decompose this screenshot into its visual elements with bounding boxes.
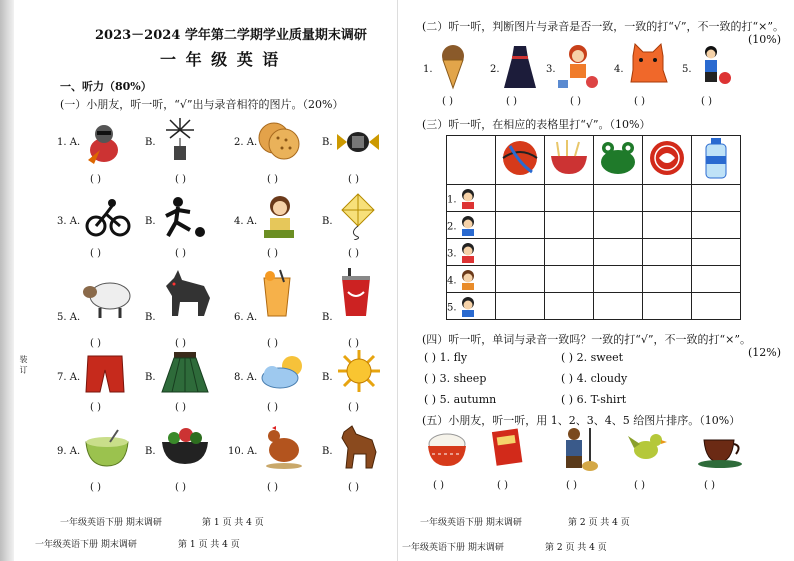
item-number: 1. [423,64,433,75]
item-label: 4. A. [234,216,258,227]
exam-subtitle: 一 年 级 英 语 [160,50,281,69]
word-item[interactable]: ( ) 2. sweet [561,351,624,364]
paper-cut-icon [647,138,687,178]
wolf-picture[interactable] [160,268,216,320]
item-label-b: B. [322,137,333,148]
cola-picture[interactable] [336,266,376,318]
answer-blank[interactable]: ( ) [267,174,278,185]
answer-blank[interactable]: ( ) [442,96,453,107]
cycling-picture[interactable] [84,198,132,238]
table-corner [447,136,496,185]
orange-juice-picture[interactable] [258,268,296,318]
part2-percent: (10%) [748,33,782,46]
item-label: 9. A. [57,446,81,457]
sun-picture[interactable] [336,348,382,394]
binding-mark: 装 订 [19,355,28,374]
footer-left: 一年级英语下册 期末调研 [60,518,162,528]
row-header: 3. [447,239,496,266]
header-ball [496,136,545,185]
part3-instruction: (三）听一听，在相应的表格里打“√”。（10%） [422,118,651,131]
soup-picture[interactable] [82,428,132,470]
answer-blank[interactable]: ( ) [175,248,186,259]
item-label: 5. A. [57,312,81,323]
footer-page: 第 1 页 共 4 页 [202,518,264,528]
ball-icon [500,138,540,178]
hen-picture[interactable] [262,424,308,470]
ice-cream-picture[interactable] [435,44,471,90]
answer-blank[interactable]: ( ) [90,402,101,413]
answer-blank[interactable]: ( ) [348,248,359,259]
bird-picture[interactable] [626,428,668,468]
salad-picture[interactable] [160,424,210,468]
item-number: 2. [490,64,500,75]
answer-blank[interactable]: ( ) [348,174,359,185]
item-label-b: B. [145,312,156,323]
footer2-left: 一年级英语下册 期末调研 [35,540,137,550]
child-icon [457,268,479,290]
child-icon [457,214,479,236]
header-papercut [643,136,692,185]
scan-edge [0,0,14,561]
answer-blank[interactable]: ( ) [570,96,581,107]
noodles-icon [547,138,591,178]
word-item[interactable]: ( ) 5. autumn [424,393,497,406]
item-label: 10. A. [228,446,258,457]
child-icon [457,187,479,209]
football-picture[interactable] [160,196,208,240]
rice-picture[interactable] [424,430,470,470]
answer-blank[interactable]: ( ) [267,482,278,493]
answer-blank[interactable]: ( ) [175,402,186,413]
biscuit-picture[interactable] [256,118,302,164]
section-listening: 一、听力（80%） [60,80,152,93]
part2-instruction: (二）听一听，判断图片与录音是否一致，一致的打“√”，不一致的打“×”。 [422,20,785,33]
footer2-page: 第 1 页 共 4 页 [178,540,240,550]
answer-blank[interactable]: ( ) [348,402,359,413]
item-number: 3. [546,64,556,75]
child-icon [457,295,479,317]
answer-blank[interactable]: ( ) [701,96,712,107]
page-divider [397,0,398,561]
word-item[interactable]: ( ) 1. fly [424,351,468,364]
word-item[interactable]: ( ) 3. sheep [424,372,487,385]
answer-blank[interactable]: ( ) [90,174,101,185]
part1-instruction: (一）小朋友，听一听，“√”出与录音相符的图片。（20%） [60,98,344,111]
checklist-table [446,135,741,320]
sheep-picture[interactable] [80,274,134,320]
word-item[interactable]: ( ) 4. cloudy [561,372,628,385]
item-number: 5. [682,64,692,75]
word-item[interactable]: ( ) 6. T-shirt [561,393,627,406]
kite-picture[interactable] [336,192,382,240]
row-header: 2. [447,212,496,239]
item-label: 7. A. [57,372,81,383]
raccoon-picture[interactable] [80,120,128,168]
skirt-picture[interactable] [160,350,210,396]
answer-blank[interactable]: ( ) [566,480,577,491]
row-header: 4. [447,266,496,293]
item-label-b: B. [322,446,333,457]
item-label-b: B. [145,446,156,457]
header-frog [594,136,643,185]
frog-icon [596,138,640,178]
item-label-b: B. [322,216,333,227]
hongbao-picture[interactable] [488,426,528,470]
horse-picture[interactable] [336,424,382,470]
answer-blank[interactable]: ( ) [506,96,517,107]
footer2-page: 第 2 页 共 4 页 [545,543,607,553]
footer-page: 第 2 页 共 4 页 [568,518,630,528]
footer-left: 一年级英语下册 期末调研 [420,518,522,528]
item-label: 8. A. [234,372,258,383]
answer-blank[interactable]: ( ) [497,480,508,491]
header-noodles [545,136,594,185]
answer-blank[interactable]: ( ) [267,338,278,349]
header-water [692,136,741,185]
answer-blank[interactable]: ( ) [634,96,645,107]
farmer-picture[interactable] [554,426,600,472]
answer-blank[interactable]: ( ) [433,480,444,491]
part4-percent: (12%) [748,346,782,359]
footer2-left: 一年级英语下册 期末调研 [402,543,504,553]
answer-blank[interactable]: ( ) [90,482,101,493]
firework-picture[interactable] [160,116,200,164]
item-label-b: B. [145,216,156,227]
answer-blank[interactable]: ( ) [90,248,101,259]
row-header: 1. [447,185,496,212]
item-number: 4. [614,64,624,75]
answer-blank[interactable]: ( ) [348,482,359,493]
child-icon [457,241,479,263]
part4-instruction: (四）听一听，单词与录音一致吗？一致的打“√”，不一致的打“×”。 [422,333,752,346]
cloudy-picture[interactable] [258,352,308,394]
item-label: 6. A. [234,312,258,323]
cat-picture[interactable] [625,42,671,88]
item-label: 2. A. [234,137,258,148]
item-label: 3. A. [57,216,81,227]
girl-reading-picture[interactable] [258,194,304,242]
answer-blank[interactable]: ( ) [175,174,186,185]
candy-picture[interactable] [336,122,380,162]
girl-beach-picture[interactable] [556,42,600,90]
item-label-b: B. [322,372,333,383]
exam-title: 2023－2024 学年第二学期学业质量期末调研 [95,28,367,43]
answer-blank[interactable]: ( ) [348,338,359,349]
answer-blank[interactable]: ( ) [90,338,101,349]
item-label-b: B. [145,372,156,383]
dress-picture[interactable] [502,44,538,90]
answer-blank[interactable]: ( ) [267,248,278,259]
answer-blank[interactable]: ( ) [704,480,715,491]
answer-blank[interactable]: ( ) [267,402,278,413]
water-bottle-icon [701,136,731,180]
item-label-b: B. [322,312,333,323]
answer-blank[interactable]: ( ) [175,482,186,493]
item-label: 1. A. [57,137,81,148]
part5-instruction: (五）小朋友，听一听，用 1、2、3、4、5 给图片排序。（10%） [422,414,741,427]
answer-blank[interactable]: ( ) [634,480,645,491]
item-label-b: B. [145,137,156,148]
boy-ball-picture[interactable] [693,44,733,88]
row-header: 5. [447,293,496,320]
shorts-picture[interactable] [82,352,128,396]
answer-blank[interactable]: ( ) [175,338,186,349]
tea-picture[interactable] [696,430,746,470]
